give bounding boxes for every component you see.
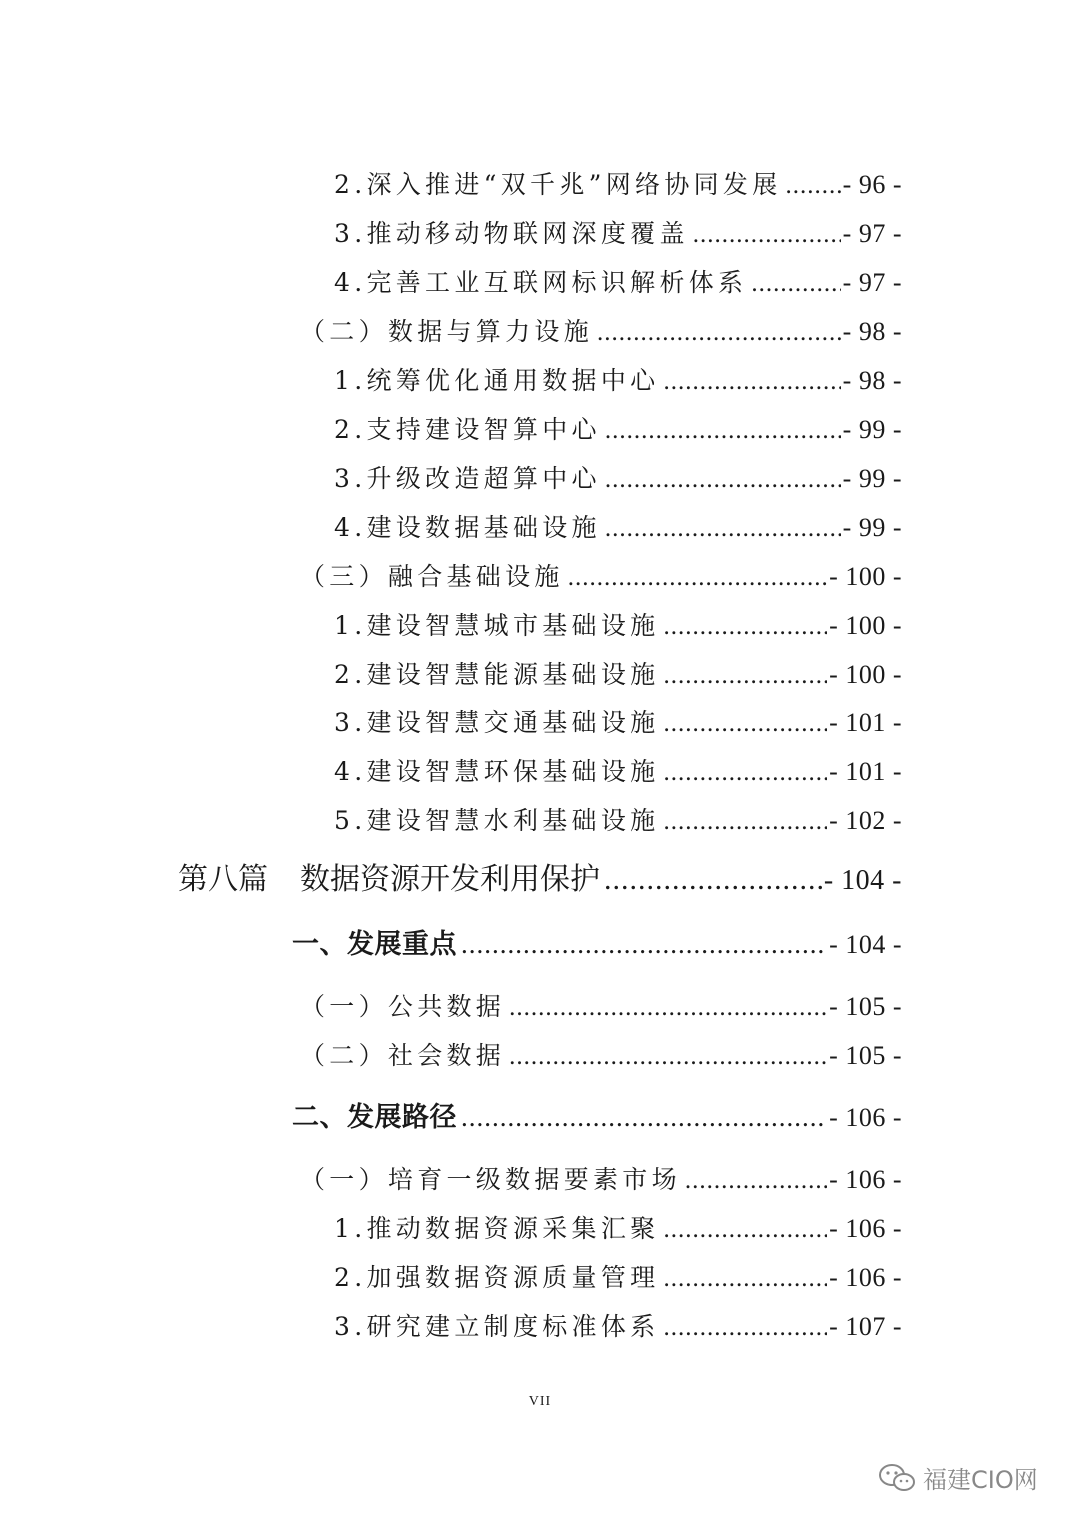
- toc-entry[interactable]: [300, 1043, 902, 1069]
- toc-dot-leader: [597, 320, 841, 345]
- toc-entry[interactable]: [300, 1167, 902, 1193]
- toc-entry-title: 1.统筹优化通用数据中心: [334, 366, 660, 395]
- toc-part-number: 第八篇: [178, 862, 268, 897]
- toc-dot-leader: [605, 467, 841, 492]
- toc-entry-title: （二）数据与算力设施: [300, 317, 594, 346]
- toc-part-heading[interactable]: [178, 862, 902, 897]
- toc-entry-page: - 102 -: [829, 806, 902, 835]
- toc-entry[interactable]: [334, 368, 902, 394]
- toc-dot-leader: [663, 1315, 827, 1340]
- toc-entry-page: - 96 -: [842, 170, 902, 199]
- toc-entry-page: - 105 -: [829, 992, 902, 1021]
- toc-entry-title: （二）社会数据: [300, 1041, 506, 1070]
- toc-entry-title: 二、发展路径: [292, 1102, 457, 1133]
- toc-section-heading[interactable]: [292, 1104, 902, 1131]
- toc-entry[interactable]: [334, 808, 902, 834]
- toc-entry-title: （一）培育一级数据要素市场: [300, 1165, 681, 1194]
- toc-entry-title: 2.深入推进“双千兆”网络协同发展: [334, 170, 782, 199]
- toc-entry-title: （三）融合基础设施: [300, 562, 564, 591]
- toc-entry-title: 3.推动移动物联网深度覆盖: [334, 219, 689, 248]
- toc-entry-title: 1.建设智慧城市基础设施: [334, 611, 660, 640]
- toc-dot-leader: [663, 369, 840, 394]
- toc-entry[interactable]: [300, 994, 902, 1020]
- page-number: VII: [528, 1394, 552, 1409]
- toc-entry-page: - 105 -: [829, 1041, 902, 1070]
- toc-entry-page: - 107 -: [829, 1312, 902, 1341]
- toc-dot-leader: [605, 418, 841, 443]
- toc-entry-page: - 101 -: [829, 708, 902, 737]
- toc-entry[interactable]: [334, 417, 902, 443]
- toc-dot-leader: [605, 516, 841, 541]
- toc-dot-leader: [663, 760, 827, 785]
- toc-dot-leader: [509, 1044, 827, 1069]
- toc-entry[interactable]: [334, 613, 902, 639]
- toc-dot-leader: [509, 995, 827, 1020]
- toc-entry-title: 4.完善工业互联网标识解析体系: [334, 268, 748, 297]
- toc-entry-title: 3.建设智慧交通基础设施: [334, 708, 660, 737]
- toc-entry[interactable]: [334, 1216, 902, 1242]
- toc-dot-leader: [663, 663, 827, 688]
- toc-entry-page: - 99 -: [842, 415, 902, 444]
- toc-dot-leader: [461, 1104, 827, 1131]
- toc-entry[interactable]: [300, 319, 902, 345]
- toc-entry[interactable]: [334, 172, 902, 198]
- toc-entry-title: 5.建设智慧水利基础设施: [334, 806, 660, 835]
- toc-entry-page: - 106 -: [829, 1214, 902, 1243]
- toc-entry[interactable]: [334, 466, 902, 492]
- toc-entry-title: 一、发展重点: [292, 929, 457, 960]
- toc-entry-page: - 99 -: [842, 464, 902, 493]
- toc-entry-page: - 106 -: [829, 1165, 902, 1194]
- toc-entry-title: （一）公共数据: [300, 992, 506, 1021]
- toc-entry[interactable]: [334, 270, 902, 296]
- toc-entry-page: - 104 -: [823, 865, 902, 896]
- toc-entry-page: - 101 -: [829, 757, 902, 786]
- toc-entry-title: 3.升级改造超算中心: [334, 464, 601, 493]
- toc-dot-leader: [693, 222, 841, 247]
- toc-dot-leader: [663, 614, 827, 639]
- toc-entry-page: - 106 -: [829, 1263, 902, 1292]
- toc-entry-page: - 98 -: [842, 317, 902, 346]
- watermark-text: 福建CIO网: [923, 1466, 1038, 1494]
- toc-dot-leader: [663, 1217, 827, 1242]
- toc-entry[interactable]: [334, 662, 902, 688]
- toc-entry-title: 2.支持建设智算中心: [334, 415, 601, 444]
- toc-entry-page: - 98 -: [842, 366, 902, 395]
- toc-dot-leader: [461, 931, 827, 958]
- toc-dot-leader: [751, 271, 840, 296]
- toc-entry-title: 数据资源开发利用保护: [300, 862, 600, 897]
- toc-entry-title: 4.建设数据基础设施: [334, 513, 601, 542]
- toc-entry-page: - 100 -: [829, 562, 902, 591]
- toc-entry-title: 3.研究建立制度标准体系: [334, 1312, 660, 1341]
- toc-entry-page: - 100 -: [829, 660, 902, 689]
- toc-entry-page: - 104 -: [829, 930, 902, 959]
- toc-entry-page: - 106 -: [829, 1103, 902, 1132]
- wechat-icon: [877, 1463, 917, 1493]
- toc-entry-page: - 100 -: [829, 611, 902, 640]
- toc-dot-leader: [663, 711, 827, 736]
- toc-dot-leader: [604, 865, 822, 895]
- toc-dot-leader: [685, 1168, 827, 1193]
- toc-entry-title: 2.加强数据资源质量管理: [334, 1263, 660, 1292]
- toc-section-heading[interactable]: [292, 931, 902, 958]
- toc-entry[interactable]: [334, 1314, 902, 1340]
- toc-entry[interactable]: [334, 759, 902, 785]
- toc-entry[interactable]: [334, 221, 902, 247]
- toc-entry-title: 2.建设智慧能源基础设施: [334, 660, 660, 689]
- toc-dot-leader: [568, 565, 827, 590]
- toc-entry-title: 1.推动数据资源采集汇聚: [334, 1214, 660, 1243]
- toc-entry[interactable]: [334, 710, 902, 736]
- toc-dot-leader: [663, 809, 827, 834]
- toc-dot-leader: [663, 1266, 827, 1291]
- toc-entry-page: - 99 -: [842, 513, 902, 542]
- toc-dot-leader: [786, 173, 841, 198]
- toc-entry-page: - 97 -: [842, 219, 902, 248]
- toc-entry[interactable]: [300, 564, 902, 590]
- watermark: [877, 1460, 1038, 1495]
- toc-entry[interactable]: [334, 515, 902, 541]
- toc-entry[interactable]: [334, 1265, 902, 1291]
- toc-entry-title: 4.建设智慧环保基础设施: [334, 757, 660, 786]
- toc-entry-page: - 97 -: [842, 268, 902, 297]
